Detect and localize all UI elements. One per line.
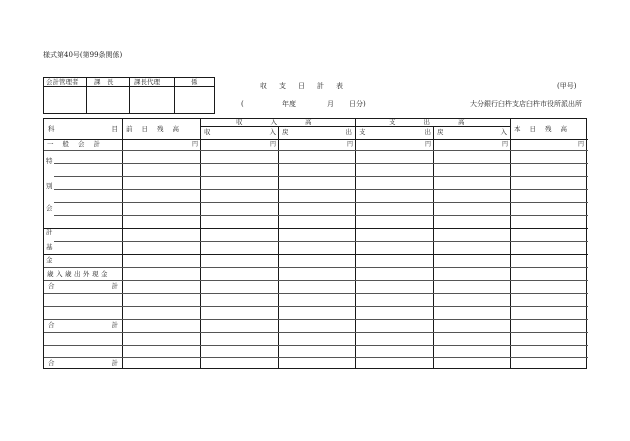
unit-yen-prev-balance: 円	[191, 141, 198, 148]
date-day-label: 日分)	[349, 100, 366, 108]
row-fund-char-2: 金	[46, 256, 53, 264]
header-income-refund: 戻 出	[282, 128, 352, 136]
bank-branch: 大分銀行臼杵支店臼杵市役所派出所	[470, 100, 582, 108]
stamp-header-accountant: 会計管理者	[46, 78, 79, 86]
unit-yen-expense: 円	[424, 141, 431, 148]
stamp-header-clerk: 係	[191, 78, 198, 86]
unit-yen-expense-refund: 円	[501, 141, 508, 148]
document-type: (甲号)	[557, 82, 577, 90]
header-income: 収入高	[236, 118, 340, 126]
row-fund-char-1: 基	[46, 243, 53, 251]
stamp-header-section-chief: 課 長	[94, 78, 114, 86]
header-item-right: 目	[111, 125, 118, 133]
unit-yen-income: 円	[269, 141, 276, 148]
header-prev-balance: 前日残高	[126, 125, 188, 133]
date-month-label: 月	[327, 100, 334, 108]
row-cash-outside: 歳入歳出外現金	[47, 270, 110, 278]
header-expense: 支出高	[389, 118, 493, 126]
row-special-char-4: 計	[46, 228, 53, 236]
row-special-char-3: 会	[46, 204, 53, 212]
approval-stamp-box	[43, 77, 215, 114]
daily-ledger-table	[43, 118, 587, 369]
header-today-balance: 本日残高	[514, 125, 576, 133]
header-expense-payment: 支 出	[359, 128, 431, 136]
unit-yen-today-balance: 円	[577, 141, 584, 148]
row-special-char-2: 別	[46, 182, 53, 190]
row-subtotal-2: 合計	[48, 321, 118, 329]
date-year-label: 年度	[282, 100, 296, 108]
row-special-char-1: 特	[46, 157, 53, 165]
header-expense-refund: 戻 入	[437, 128, 507, 136]
header-income-receipt: 収 入	[204, 128, 276, 136]
header-item-left: 科	[48, 125, 55, 133]
row-grand-total: 合計	[48, 359, 118, 367]
document-title: 収支日計表	[260, 82, 355, 90]
unit-yen-income-refund: 円	[346, 141, 353, 148]
row-subtotal-1: 合計	[48, 282, 118, 290]
form-number: 様式第40号(第99条関係)	[43, 51, 123, 59]
date-open-paren: (	[241, 100, 244, 108]
row-general-account: 一般会計	[47, 140, 109, 148]
stamp-header-deputy: 課長代理	[134, 78, 160, 86]
